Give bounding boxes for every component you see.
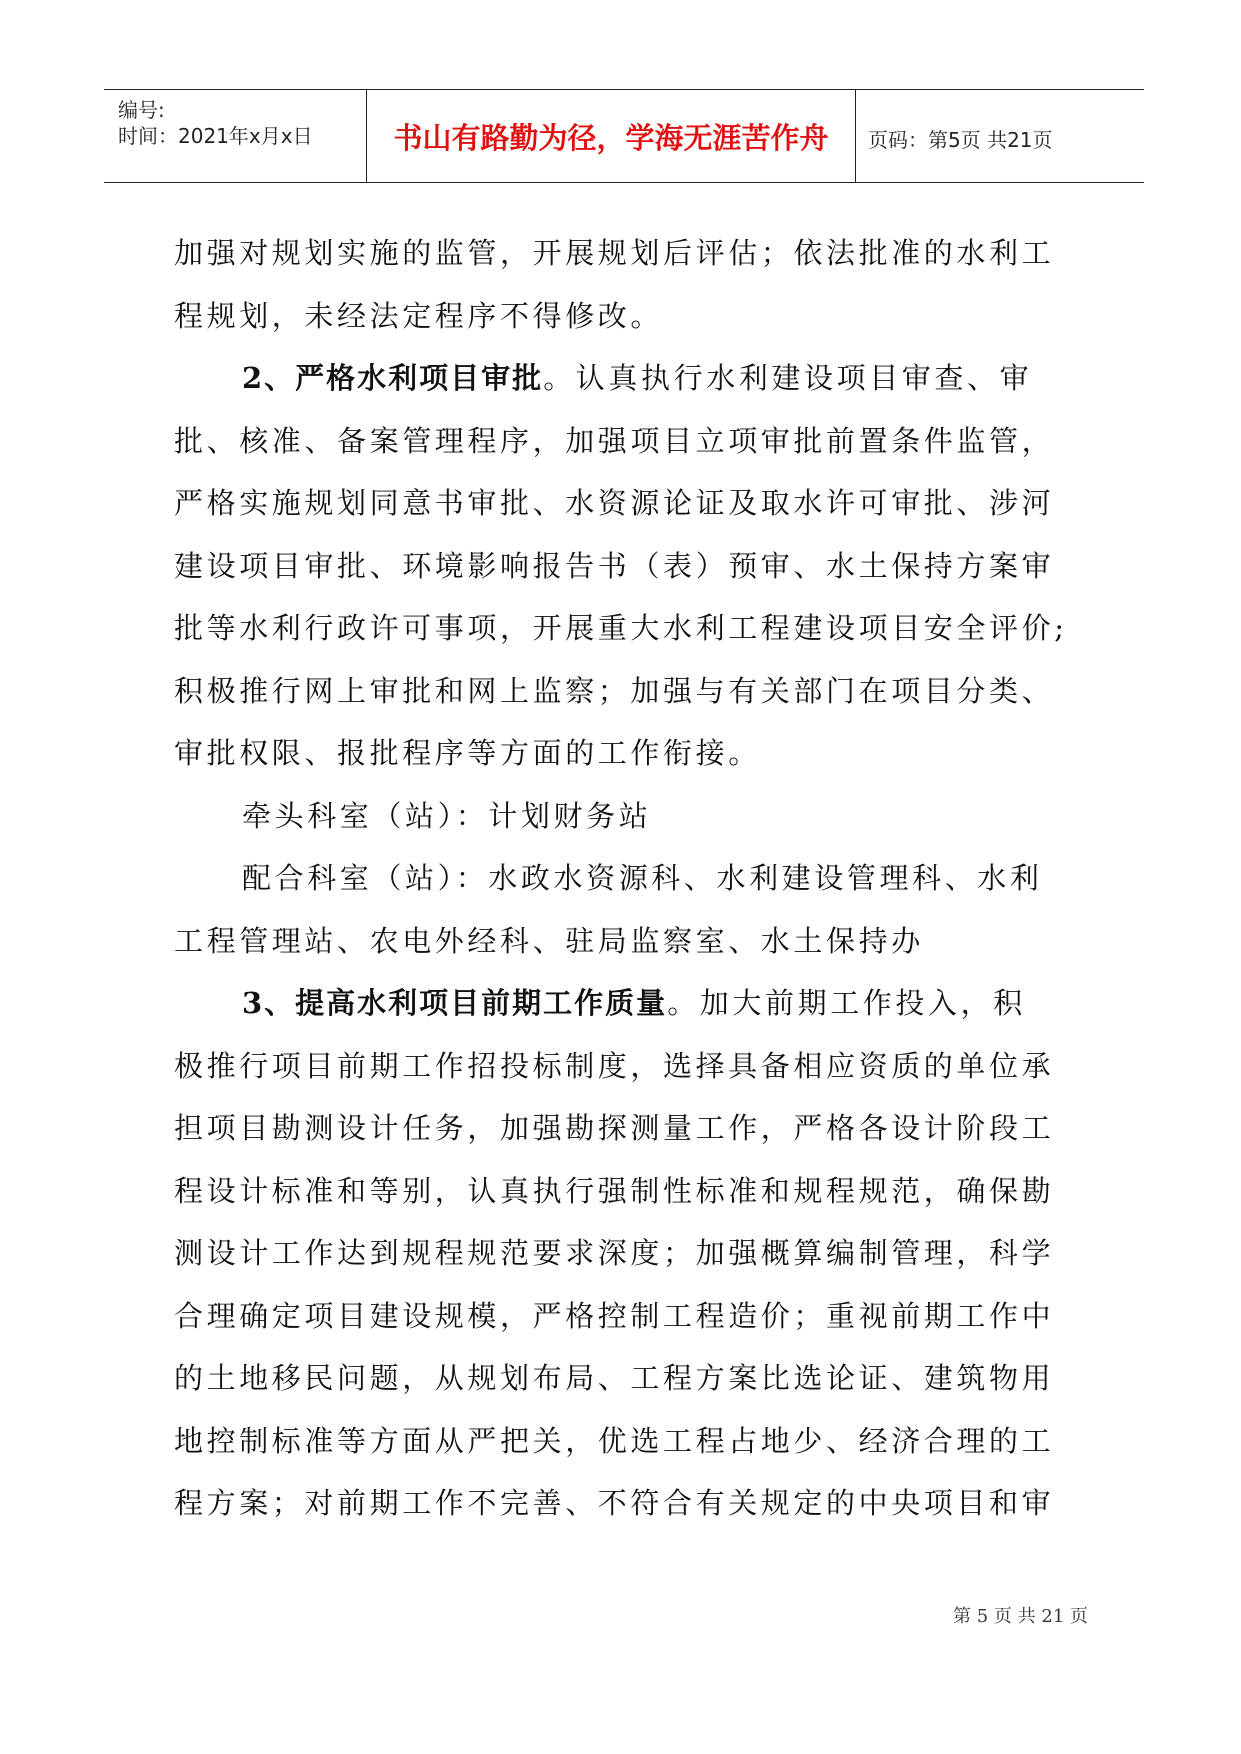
body-line: 程方案；对前期工作不完善、不符合有关规定的中央项目和审: [174, 1486, 1055, 1520]
page-header: [104, 89, 1144, 183]
body-line: 程设计标准和等别，认真执行强制性标准和规程规范，确保勘: [174, 1173, 1055, 1208]
body-line: 极推行项目前期工作招投标制度，选择具备相应资质的单位承: [174, 1048, 1055, 1083]
header-meta-cell: [104, 90, 366, 182]
body-line: 工程管理站、农电外经科、驻局监察室、水土保持办: [174, 923, 924, 958]
body-line: 担项目勘测设计任务，加强勘探测量工作，严格各设计阶段工: [174, 1111, 1055, 1145]
section-3-text: 。加大前期工作投入，积: [667, 986, 1026, 1020]
body-line: 的土地移民问题，从规划布局、工程方案比选论证、建筑物用: [174, 1361, 1055, 1395]
body-line: 严格实施规划同意书审批、水资源论证及取水许可审批、涉河: [174, 486, 1055, 520]
body-line: 建设项目审批、环境影响报告书（表）预审、水土保持方案审: [174, 548, 1055, 583]
section-3-title: 3、提高水利项目前期工作质量: [242, 986, 668, 1020]
section-2-title: 2、严格水利项目审批: [242, 361, 544, 395]
body-line: 审批权限、报批程序等方面的工作衔接。: [174, 736, 761, 770]
page-footer: 第 5 页 共 21 页: [953, 1606, 1088, 1627]
lead-department: 牵头科室（站）：计划财务站: [242, 798, 652, 833]
document-body: [174, 222, 1094, 1535]
header-motto: 书山有路勤为径，学海无涯苦作舟: [393, 121, 829, 155]
header-motto-cell: [366, 90, 856, 182]
cooperating-departments: 配合科室（站）：水政水资源科、水利建设管理科、水利: [242, 861, 1043, 895]
body-line: 批等水利行政许可事项，开展重大水利工程建设项目安全评价;: [174, 611, 1068, 645]
body-line: 批、核准、备案管理程序，加强项目立项审批前置条件监管，: [174, 423, 1055, 458]
body-line: 加强对规划实施的监管，开展规划后评估；依法批准的水利工: [174, 236, 1055, 270]
document-time-label: 时间：2021年x月x日: [118, 124, 313, 148]
document-number-label: 编号:: [118, 98, 165, 122]
body-line: 合理确定项目建设规模，严格控制工程造价；重视前期工作中: [174, 1298, 1055, 1333]
body-line: 程规划，未经法定程序不得修改。: [174, 298, 664, 333]
header-page-cell: [856, 90, 1144, 182]
section-2-paragraph: [174, 347, 1094, 410]
body-line: 积极推行网上审批和网上监察；加强与有关部门在项目分类、: [174, 673, 1055, 708]
section-3-paragraph: [174, 972, 1094, 1035]
body-line: 地控制标准等方面从严把关，优选工程占地少、经济合理的工: [174, 1423, 1055, 1458]
section-2-text: 。认真执行水利建设项目审查、审: [543, 361, 1033, 395]
header-page-info: 页码：第5页 共21页: [868, 128, 1053, 152]
body-line: 测设计工作达到规程规范要求深度；加强概算编制管理，科学: [174, 1236, 1055, 1270]
